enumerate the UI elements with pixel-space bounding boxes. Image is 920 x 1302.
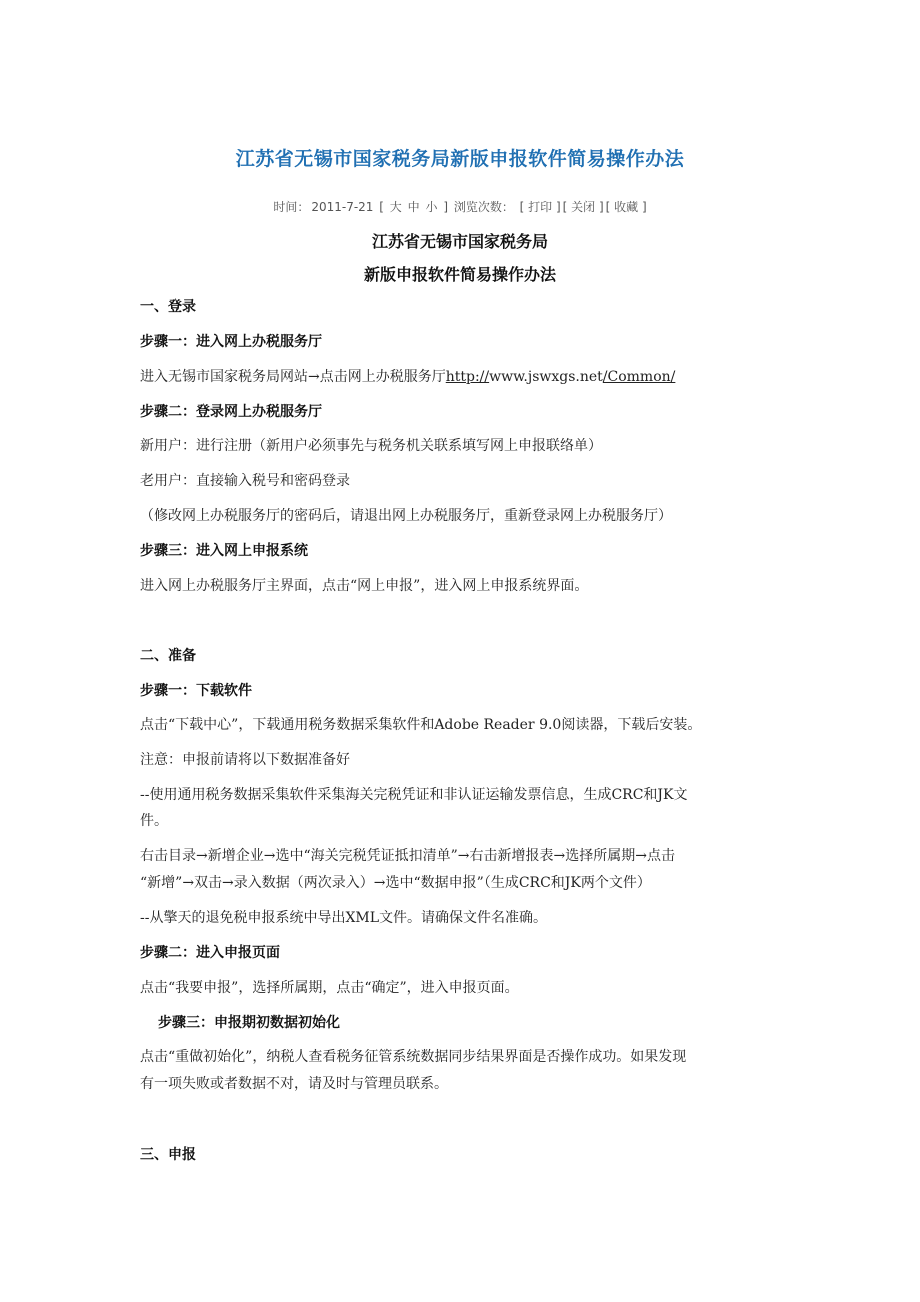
font-size-bracket-close: ] bbox=[443, 200, 448, 214]
section-1-heading: 一、登录 bbox=[140, 299, 196, 315]
section-2-step1-text: 点击“下载中心”，下载通用税务数据采集软件和Adobe Reader 9.0阅读器，下载后安装。 bbox=[140, 717, 702, 733]
close-link[interactable]: [ 关闭 ] bbox=[562, 200, 604, 214]
url-path-link[interactable]: /Common/ bbox=[602, 369, 676, 385]
article-title: 江苏省无锡市国家税务局新版申报软件简易操作办法 bbox=[235, 148, 685, 170]
subtitle-method: 新版申报软件简易操作办法 bbox=[363, 265, 556, 284]
password-note: （修改网上办税服务厅的密码后，请退出网上办税服务厅，重新登录网上办税服务厅） bbox=[140, 508, 672, 524]
subtitle-agency: 江苏省无锡市国家税务局 bbox=[371, 232, 548, 251]
prep-item-3: --从擎天的退免税申报系统中导出XML文件。请确保文件名准确。 bbox=[140, 910, 548, 926]
section-2-heading: 二、准备 bbox=[140, 648, 196, 664]
section-2-step1-heading: 步骤一：下载软件 bbox=[140, 683, 252, 699]
old-user-text: 老用户：直接输入税号和密码登录 bbox=[140, 473, 350, 489]
section-2-step3-line-2: 有一项失败或者数据不对，请及时与管理员联系。 bbox=[140, 1076, 448, 1092]
font-size-medium-link[interactable]: 中 bbox=[407, 200, 420, 214]
font-size-small-link[interactable]: 小 bbox=[425, 200, 438, 214]
prep-item-1-line-2: 件。 bbox=[140, 813, 168, 829]
font-size-bracket-open: [ bbox=[379, 200, 384, 214]
url-protocol-link[interactable]: http:// bbox=[445, 369, 490, 385]
section-2-step2-heading: 步骤二：进入申报页面 bbox=[140, 945, 280, 961]
section-2-step3-line-1: 点击“重做初始化”，纳税人查看税务征管系统数据同步结果界面是否操作成功。如果发现 bbox=[140, 1049, 687, 1065]
favorite-link[interactable]: [ 收藏 ] bbox=[605, 200, 647, 214]
prep-item-2-line-1: 右击目录→新增企业→选中“海关完税凭证抵扣清单”→右击新增报表→选择所属期→点击 bbox=[140, 848, 675, 864]
time-label: 时间： bbox=[273, 200, 310, 214]
section-1-step3-heading: 步骤三：进入网上申报系统 bbox=[140, 543, 308, 559]
step1-instruction: 进入无锡市国家税务局网站→点击网上办税服务厅 bbox=[140, 369, 446, 385]
prep-item-2-line-2: “新增”→双击→录入数据（两次录入）→选中“数据申报”（生成CRC和JK两个文件） bbox=[140, 875, 651, 891]
font-size-large-link[interactable]: 大 bbox=[389, 200, 402, 214]
section-1-step3-text: 进入网上办税服务厅主界面，点击“网上申报”，进入网上申报系统界面。 bbox=[140, 578, 589, 594]
publish-date: 2011-7-21 bbox=[311, 200, 374, 214]
article-meta-bar bbox=[0, 198, 920, 215]
new-user-text: 新用户：进行注册（新用户必须事先与税务机关联系填写网上申报联络单） bbox=[140, 438, 602, 454]
section-2-step3-heading: 步骤三：申报期初数据初始化 bbox=[158, 1015, 340, 1031]
print-link[interactable]: [ 打印 ] bbox=[519, 200, 561, 214]
section-3-heading: 三、申报 bbox=[140, 1147, 196, 1163]
url-domain[interactable]: www.jswxgs.net bbox=[489, 369, 603, 385]
section-1-step1-text bbox=[140, 367, 800, 387]
views-label: 浏览次数： bbox=[453, 200, 514, 214]
prep-item-1-line-1: --使用通用税务数据采集软件采集海关完税凭证和非认证运输发票信息，生成CRC和JK文 bbox=[140, 787, 688, 803]
section-1-step2-heading: 步骤二：登录网上办税服务厅 bbox=[140, 404, 322, 420]
preparation-note: 注意：申报前请将以下数据准备好 bbox=[140, 752, 350, 768]
section-1-step1-heading: 步骤一：进入网上办税服务厅 bbox=[140, 334, 322, 350]
section-2-step2-text: 点击“我要申报”，选择所属期，点击“确定”，进入申报页面。 bbox=[140, 980, 519, 996]
